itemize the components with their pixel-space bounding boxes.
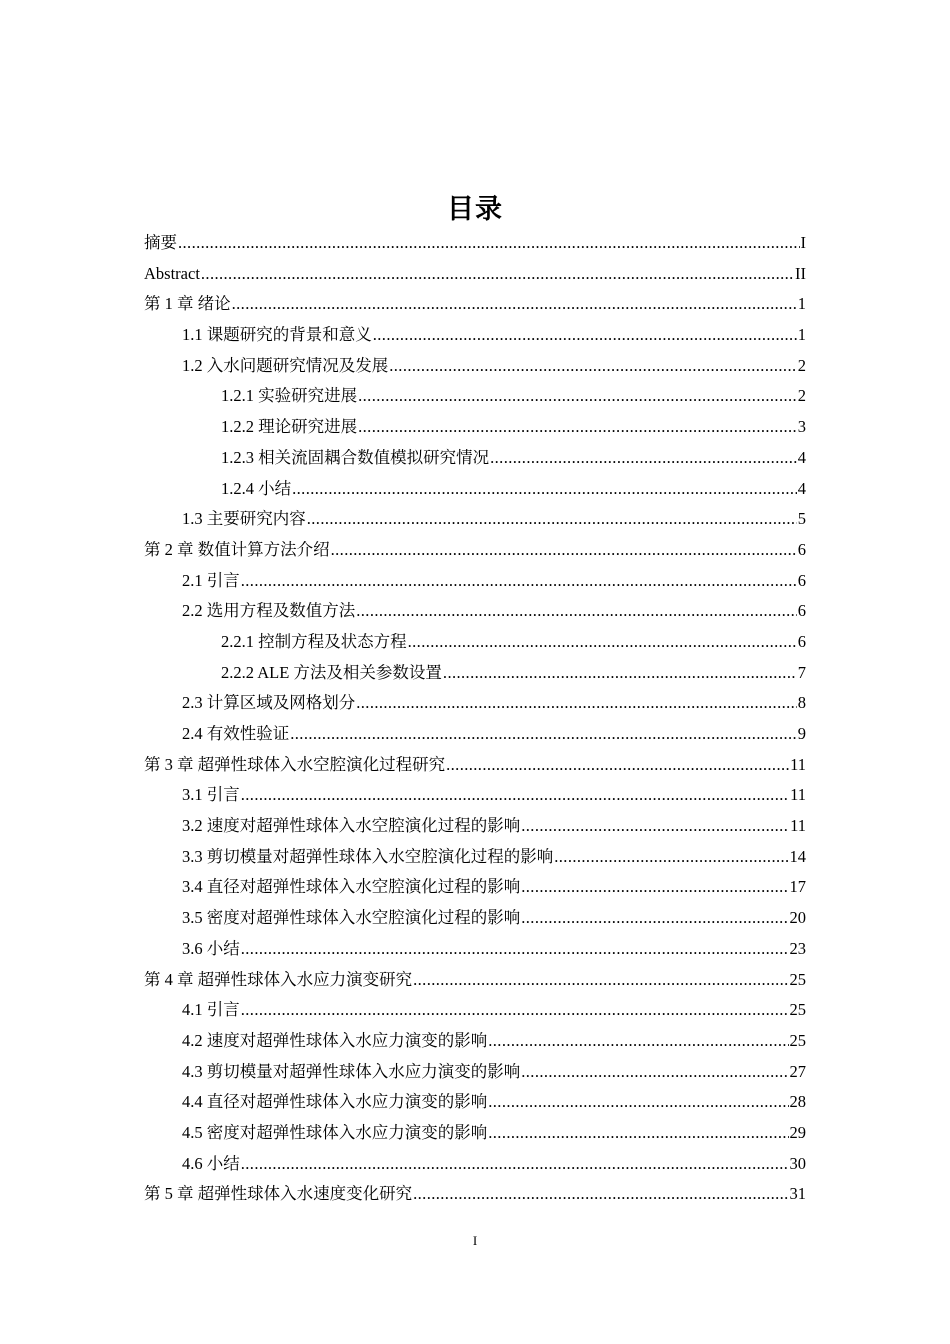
toc-dot-leader (488, 1026, 788, 1057)
toc-entry-page-number: II (795, 263, 806, 283)
toc-entry-label: 4.3 剪切模量对超弹性球体入水应力演变的影响 (182, 1061, 521, 1081)
toc-entry-label: 第 1 章 绪论 (144, 294, 231, 314)
toc-entry-label: 3.3 剪切模量对超弹性球体入水空腔演化过程的影响 (182, 846, 554, 866)
toc-entry[interactable] (144, 412, 806, 443)
toc-entry-page-number: 14 (789, 846, 806, 866)
toc-entry-page-number: 11 (790, 754, 806, 774)
toc-dot-leader (443, 658, 797, 689)
toc-entry[interactable] (144, 1118, 806, 1149)
toc-entry-page-number: 4 (797, 447, 806, 467)
toc-dot-leader (413, 965, 788, 996)
toc-entry[interactable] (144, 443, 806, 474)
toc-entry-label: 第 3 章 超弹性球体入水空腔演化过程研究 (144, 754, 446, 774)
toc-dot-leader (307, 504, 797, 535)
toc-entry-page-number: 25 (789, 969, 806, 989)
table-of-contents (144, 228, 806, 1210)
toc-entry-label: 2.2 选用方程及数值方法 (182, 601, 356, 621)
toc-entry-page-number: 9 (797, 724, 806, 743)
page-number-footer: I (472, 1233, 478, 1248)
toc-entry-page-number: 5 (797, 509, 806, 529)
toc-entry-label: 2.1 引言 (182, 570, 240, 590)
toc-entry-page-number: 4 (797, 478, 806, 498)
toc-dot-leader (232, 289, 797, 320)
toc-entry-page-number: 17 (789, 877, 806, 897)
toc-dot-leader (241, 1149, 789, 1180)
toc-entry-label: 3.6 小结 (182, 938, 240, 958)
toc-dot-leader (389, 351, 797, 382)
toc-entry[interactable] (144, 1026, 806, 1057)
toc-entry-label: 3.1 引言 (182, 785, 240, 805)
toc-entry-label: Abstract (144, 263, 200, 283)
toc-dot-leader (241, 995, 789, 1026)
toc-dot-leader (488, 1087, 788, 1118)
toc-entry-label: 2.4 有效性验证 (182, 724, 290, 743)
toc-entry-label: 4.6 小结 (182, 1153, 240, 1173)
toc-entry[interactable] (144, 351, 806, 382)
toc-entry[interactable] (144, 474, 806, 505)
toc-entry[interactable] (144, 934, 806, 965)
toc-entry-label: 1.2 入水问题研究情况及发展 (182, 355, 389, 375)
toc-entry[interactable] (144, 903, 806, 934)
toc-entry[interactable] (144, 535, 806, 566)
toc-entry[interactable] (144, 811, 806, 842)
toc-entry[interactable] (144, 995, 806, 1026)
toc-dot-leader (241, 780, 789, 811)
toc-entry-page-number: 25 (789, 1030, 806, 1050)
toc-dot-leader (373, 320, 797, 351)
toc-dot-leader (408, 627, 797, 658)
toc-entry[interactable] (144, 872, 806, 903)
toc-entry-page-number: 3 (797, 417, 806, 437)
toc-entry-page-number: I (800, 233, 806, 252)
toc-dot-leader (356, 688, 797, 719)
toc-entry-label: 3.5 密度对超弹性球体入水空腔演化过程的影响 (182, 908, 521, 928)
toc-entry-page-number: 30 (789, 1153, 806, 1173)
toc-entry-page-number: 23 (789, 938, 806, 958)
toc-entry[interactable] (144, 688, 806, 719)
toc-entry-page-number: 25 (789, 1000, 806, 1020)
toc-entry[interactable] (144, 289, 806, 320)
toc-entry-label: 第 4 章 超弹性球体入水应力演变研究 (144, 969, 413, 989)
toc-entry-page-number: 6 (797, 631, 806, 651)
toc-entry-page-number: 8 (797, 693, 806, 713)
toc-dot-leader (488, 1118, 788, 1149)
toc-entry-page-number: 11 (790, 816, 806, 836)
toc-entry-page-number: 7 (797, 662, 806, 682)
toc-entry-label: 4.1 引言 (182, 1000, 240, 1020)
page-title: 目录 (447, 194, 503, 226)
toc-dot-leader (554, 842, 788, 873)
toc-entry-page-number: 20 (789, 908, 806, 928)
toc-entry[interactable] (144, 1179, 806, 1210)
toc-entry[interactable] (144, 1087, 806, 1118)
toc-entry[interactable] (144, 1057, 806, 1088)
toc-entry[interactable] (144, 658, 806, 689)
toc-entry-label: 第 5 章 超弹性球体入水速度变化研究 (144, 1184, 413, 1204)
toc-entry[interactable] (144, 842, 806, 873)
toc-dot-leader (201, 259, 794, 290)
toc-entry-label: 1.2.4 小结 (221, 478, 292, 498)
toc-entry-page-number: 6 (797, 570, 806, 590)
toc-entry-label: 第 2 章 数值计算方法介绍 (144, 539, 330, 559)
toc-dot-leader (490, 443, 797, 474)
toc-entry-page-number: 28 (789, 1092, 806, 1112)
toc-entry[interactable] (144, 627, 806, 658)
toc-entry-label: 3.4 直径对超弹性球体入水空腔演化过程的影响 (182, 877, 521, 897)
toc-entry-label: 1.2.2 理论研究进展 (221, 417, 358, 437)
toc-dot-leader (358, 381, 797, 412)
toc-dot-leader (241, 566, 797, 597)
toc-dot-leader (356, 596, 797, 627)
toc-entry-label: 1.2.3 相关流固耦合数值模拟研究情况 (221, 447, 490, 467)
toc-dot-leader (521, 872, 788, 903)
toc-entry[interactable] (144, 1149, 806, 1180)
toc-entry-page-number: 6 (797, 601, 806, 621)
toc-dot-leader (178, 228, 800, 259)
toc-dot-leader (521, 811, 789, 842)
toc-entry-label: 4.5 密度对超弹性球体入水应力演变的影响 (182, 1122, 488, 1142)
toc-dot-leader (521, 903, 788, 934)
toc-entry-label: 2.2.2 ALE 方法及相关参数设置 (221, 662, 442, 682)
toc-entry-page-number: 2 (797, 386, 806, 406)
toc-entry-label: 1.1 课题研究的背景和意义 (182, 325, 372, 345)
toc-entry-label: 2.3 计算区域及网格划分 (182, 693, 356, 713)
toc-dot-leader (521, 1057, 788, 1088)
toc-entry-label: 3.2 速度对超弹性球体入水空腔演化过程的影响 (182, 816, 521, 836)
toc-entry-page-number: 6 (797, 539, 806, 559)
toc-dot-leader (290, 719, 797, 750)
toc-dot-leader (241, 934, 789, 965)
toc-dot-leader (413, 1179, 788, 1210)
toc-dot-leader (446, 750, 789, 781)
toc-entry-page-number: 11 (790, 785, 806, 805)
toc-entry[interactable] (144, 228, 806, 259)
toc-entry[interactable] (144, 750, 806, 781)
toc-entry[interactable] (144, 504, 806, 535)
toc-entry[interactable] (144, 719, 806, 750)
toc-entry-label: 1.3 主要研究内容 (182, 509, 306, 529)
toc-entry[interactable] (144, 780, 806, 811)
toc-entry-label: 4.4 直径对超弹性球体入水应力演变的影响 (182, 1092, 488, 1112)
toc-entry-page-number: 31 (789, 1184, 806, 1204)
toc-dot-leader (358, 412, 797, 443)
toc-dot-leader (331, 535, 797, 566)
toc-entry-label: 摘要 (144, 233, 177, 252)
toc-entry-label: 4.2 速度对超弹性球体入水应力演变的影响 (182, 1030, 488, 1050)
toc-dot-leader (292, 474, 797, 505)
toc-entry[interactable] (144, 259, 806, 290)
toc-entry[interactable] (144, 965, 806, 996)
toc-entry[interactable] (144, 566, 806, 597)
toc-entry[interactable] (144, 320, 806, 351)
toc-entry-page-number: 27 (789, 1061, 806, 1081)
toc-entry-page-number: 2 (797, 355, 806, 375)
toc-entry-page-number: 1 (797, 294, 806, 314)
toc-entry[interactable] (144, 381, 806, 412)
toc-entry[interactable] (144, 596, 806, 627)
toc-entry-page-number: 1 (797, 325, 806, 345)
toc-entry-label: 2.2.1 控制方程及状态方程 (221, 631, 407, 651)
toc-entry-label: 1.2.1 实验研究进展 (221, 386, 358, 406)
toc-entry-page-number: 29 (789, 1122, 806, 1142)
